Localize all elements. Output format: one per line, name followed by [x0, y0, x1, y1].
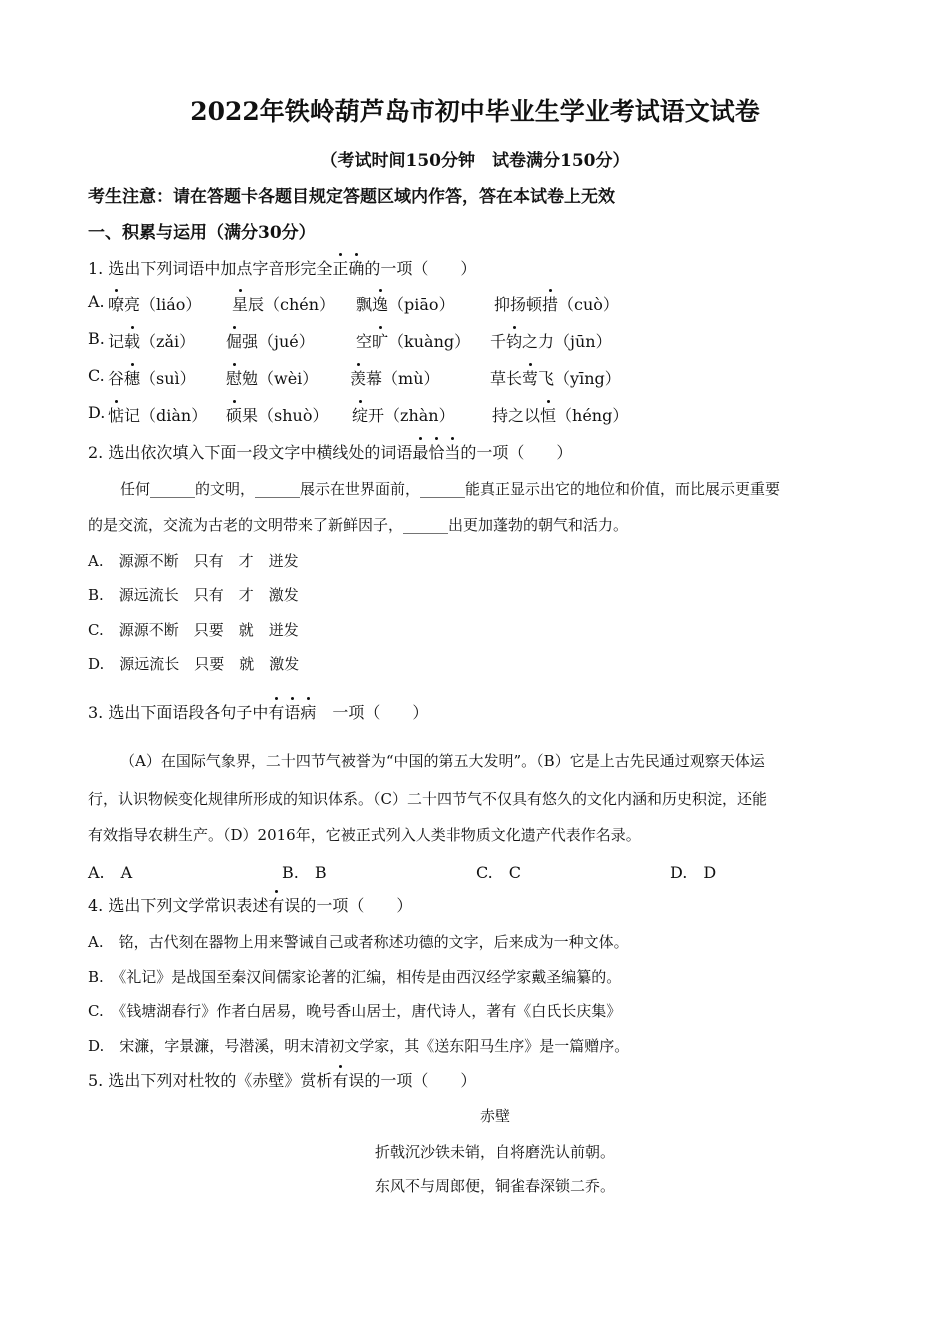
poem-line: 折戟沉沙铁未销，自将磨洗认前朝。: [374, 1143, 615, 1161]
question-3-option-b: B. B: [282, 863, 327, 882]
emphasis-char: 恰: [428, 440, 444, 463]
question-1-stem-end: 的一项（ ）: [364, 259, 477, 278]
question-2-passage: 任何______的文明，______展示在世界面前，______能真正显示出它的地位和价值，而比展示更重要: [120, 480, 781, 498]
emphasis-char: 语: [284, 700, 300, 723]
question-4-option-a: A. 铭，古代刻在器物上用来警诫自己或者称述功德的文字，后来成为一种文体。: [88, 933, 629, 951]
question-3: 3. 选出下面语段各句子中有语病 一项（ ）: [88, 700, 428, 723]
question-2-option-a: A. 源源不断 只有 才 迸发: [88, 552, 299, 570]
option-label: B.: [88, 329, 105, 348]
option-word: 千钧之力（jūn）: [490, 329, 612, 352]
emphasis-char: 确: [348, 256, 364, 279]
option-label: C.: [88, 366, 105, 385]
option-label: D.: [88, 403, 106, 422]
option-word: 谷穗（suì）: [108, 366, 196, 389]
page-title: 2022年铁岭葫芦岛市初中毕业生学业考试语文试卷: [190, 97, 760, 126]
option-word: 空旷（kuàng）: [356, 329, 470, 352]
question-3-passage: 行，认识物候变化规律所形成的知识体系。（C）二十四节气不仅具有悠久的文化内涵和历史积淀，还能: [88, 790, 767, 808]
question-3-passage: （A）在国际气象界，二十四节气被誉为“中国的第五大发明”。（B）它是上古先民通过观察天体运: [120, 752, 765, 770]
option-word: 绽开（zhàn）: [352, 403, 455, 426]
emphasis-char: 有: [268, 700, 284, 723]
question-4-option-c: C. 《钱塘湖春行》作者白居易，晚号香山居士，唐代诗人，著有《白氏长庆集》: [88, 1002, 622, 1020]
emphasis-char: 有: [332, 1068, 348, 1091]
option-word: 抑扬顿措（cuò）: [494, 292, 619, 315]
option-word: 记载（zǎi）: [108, 329, 195, 352]
question-1: [88, 256, 476, 279]
emphasis-char: 当: [444, 440, 460, 463]
option-word: 倔强（jué）: [226, 329, 315, 352]
emphasis-char: 最: [412, 440, 428, 463]
question-5: 5. 选出下列对杜牧的《赤壁》赏析有误的一项（ ）: [88, 1068, 476, 1091]
question-3-option-d: D. D: [670, 863, 717, 882]
emphasis-char: 正: [332, 256, 348, 279]
option-word: 慰勉（wèi）: [226, 366, 318, 389]
exam-notice: 考生注意：请在答题卡各题目规定答题区域内作答，答在本试卷上无效: [88, 187, 615, 207]
option-word: 星辰（chén）: [232, 292, 335, 315]
poem-title: 赤壁: [479, 1107, 510, 1125]
question-2: 2. 选出依次填入下面一段文字中横线处的词语最恰当的一项（ ）: [88, 440, 572, 463]
section-heading: 一、积累与运用（满分30分）: [88, 223, 316, 243]
emphasis-char: 病: [300, 700, 316, 723]
option-word: 惦记（diàn）: [108, 403, 207, 426]
question-2-passage: 的是交流，交流为古老的文明带来了新鲜因子，______出更加蓬勃的朝气和活力。: [88, 516, 629, 534]
exam-subtitle: （考试时间150分钟 试卷满分150分）: [320, 151, 630, 171]
option-word: 嘹亮（liáo）: [108, 292, 201, 315]
question-2-option-b: B. 源远流长 只有 才 激发: [88, 586, 299, 604]
question-4-option-b: B. 《礼记》是战国至秦汉间儒家论著的汇编，相传是由西汉经学家戴圣编纂的。: [88, 968, 622, 986]
emphasis-char: 有: [268, 893, 284, 916]
poem-line: 东风不与周郎便，铜雀春深锁二乔。: [374, 1177, 615, 1195]
question-1-stem: 1. 选出下列词语中加点字音形完全: [88, 259, 333, 278]
option-word: 草长莺飞（yīng）: [490, 366, 621, 389]
option-word: 持之以恒（héng）: [492, 403, 628, 426]
question-3-option-c: C. C: [476, 863, 522, 882]
option-word: 羡幕（mù）: [350, 366, 440, 389]
question-3-passage: 有效指导农耕生产。（D）2016年，它被正式列入人类非物质文化遗产代表作名录。: [88, 826, 641, 844]
question-2-option-d: D. 源远流长 只要 就 激发: [88, 655, 300, 673]
option-label: A.: [88, 292, 105, 311]
question-4: 4. 选出下列文学常识表述有误的一项（ ）: [88, 893, 412, 916]
option-word: 硕果（shuò）: [226, 403, 328, 426]
question-4-option-d: D. 宋濂，字景濂，号潜溪，明末清初文学家，其《送东阳马生序》是一篇赠序。: [88, 1037, 630, 1055]
option-word: 飘逸（piāo）: [356, 292, 455, 315]
question-2-option-c: C. 源源不断 只要 就 迸发: [88, 621, 299, 639]
question-3-option-a: A. A: [88, 863, 133, 882]
